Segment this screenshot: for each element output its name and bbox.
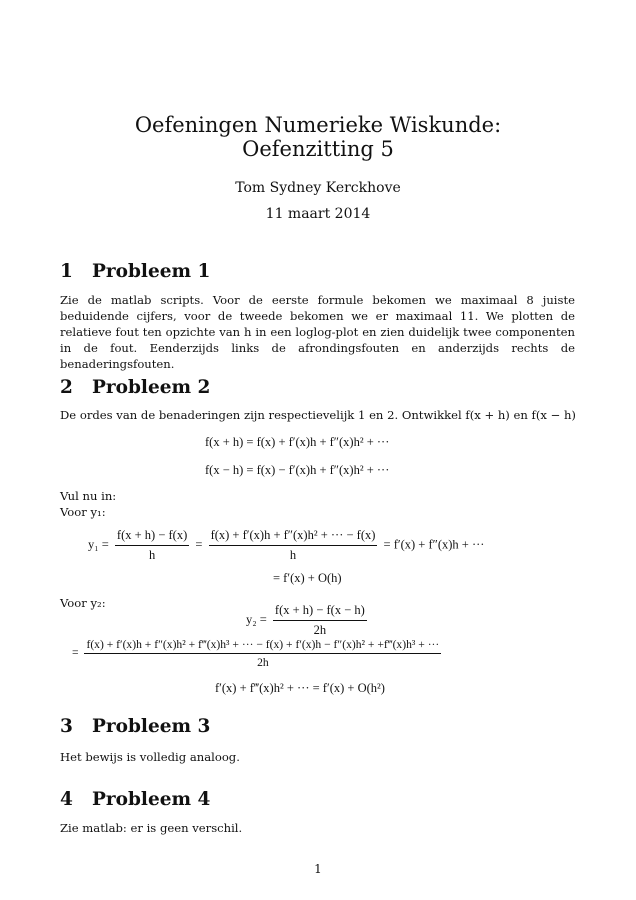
fraction-numerator: f(x) + f′(x)h + f″(x)h² + ··· − f(x) — [210, 528, 376, 542]
section-title: Probleem 4 — [92, 789, 211, 810]
section-title: Probleem 3 — [92, 716, 211, 737]
y2-big-fraction — [84, 638, 441, 669]
section-number: 1 — [60, 261, 73, 282]
page-number: 1 — [314, 862, 322, 876]
equation-y2-expansion — [72, 638, 444, 669]
section-heading-3 — [60, 716, 210, 737]
section-title: Probleem 2 — [92, 377, 211, 398]
fraction-numerator: f(x) + f′(x)h + f″(x)h² + f‴(x)h³ + ··· − f(x) + f′(x)h − f″(x)h² + +f‴(x)h³ + ··· — [86, 638, 440, 651]
section-heading-2 — [60, 377, 210, 398]
y2-fraction — [273, 603, 367, 638]
equals-sign: = — [195, 537, 203, 552]
paragraph-probleem-2-intro: De ordes van de benaderingen zijn respectievelijk 1 en 2. Ontwikkel f(x + h) en f(x − h) — [60, 408, 576, 422]
y2-lhs: y₂ = — [246, 612, 267, 627]
y1-lhs: y₁ = — [88, 537, 109, 552]
paragraph-probleem-1: Zie de matlab scripts. Voor de eerste formule bekomen we maximaal 8 juiste beduidende cijfers, voor de tweede bekomen we er maximaal 11. We plotten de relatieve fout ten opzichte van h in een loglog-plot en zien duidelijk twee componenten in de fout. Eenderzijds links de afrondingsfouten en anderzijds rechts de benaderingsfouten. — [60, 293, 575, 371]
document-title-line-1: Oefeningen Numerieke Wiskunde: — [134, 113, 502, 137]
text-vul-in: Vul nu in: — [60, 489, 117, 503]
equals-sign: = — [72, 646, 79, 660]
fraction-numerator: f(x + h) − f(x) — [116, 528, 188, 542]
equation-y1 — [88, 528, 484, 563]
section-title: Probleem 1 — [92, 261, 211, 282]
date: 11 maart 2014 — [265, 206, 371, 222]
equation-y2-result: f′(x) + f‴(x)h² + ··· = f′(x) + O(h²) — [215, 681, 385, 695]
section-number: 3 — [60, 716, 73, 737]
y1-rhs: = f′(x) + f″(x)h + ··· — [383, 537, 485, 552]
text-voor-y1: Voor y₁: — [60, 505, 106, 519]
text-voor-y2: Voor y₂: — [60, 596, 106, 610]
y1-fraction-1 — [115, 528, 189, 563]
section-heading-1 — [60, 261, 210, 282]
section-number: 2 — [60, 377, 73, 398]
equation-taylor-minus: f(x − h) = f(x) − f′(x)h + f″(x)h² + ··· — [205, 463, 390, 477]
fraction-denominator: h — [148, 548, 156, 562]
document-title-line-2: Oefenzitting 5 — [242, 137, 394, 161]
y1-fraction-2 — [209, 528, 378, 563]
fraction-numerator: f(x + h) − f(x − h) — [274, 603, 365, 617]
equation-y1-result: = f′(x) + O(h) — [273, 571, 342, 585]
section-heading-4 — [60, 789, 210, 810]
equation-taylor-plus: f(x + h) = f(x) + f′(x)h + f″(x)h² + ··· — [205, 435, 390, 449]
section-number: 4 — [60, 789, 73, 810]
fraction-denominator: h — [289, 548, 297, 562]
author: Tom Sydney Kerckhove — [235, 180, 401, 196]
paragraph-probleem-3: Het bewijs is volledig analoog. — [60, 750, 240, 764]
equation-y2 — [246, 603, 370, 638]
fraction-denominator: 2h — [313, 623, 327, 637]
fraction-denominator: 2h — [257, 656, 269, 669]
paragraph-probleem-4: Zie matlab: er is geen verschil. — [60, 821, 243, 835]
